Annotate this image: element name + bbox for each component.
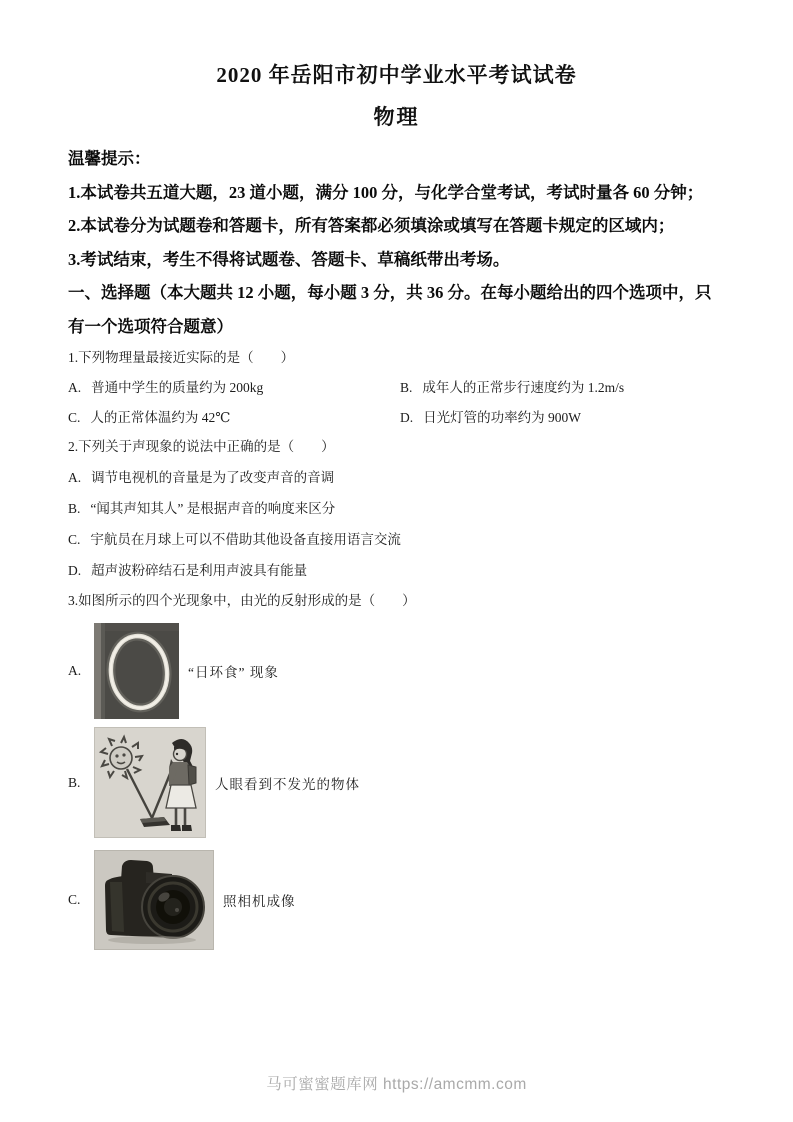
- notice-block: [68, 142, 725, 276]
- option-label: D.: [68, 563, 82, 578]
- option-row: [68, 493, 725, 524]
- question-2: [68, 432, 725, 586]
- figure-caption: 人眼看到不发光的物体: [215, 776, 360, 792]
- option-label: D.: [400, 409, 414, 425]
- figure-caption: “日环食” 现象: [188, 665, 279, 680]
- option-text: “闻其声知其人” 是根据声音的响度来区分: [90, 501, 336, 516]
- option-text: 超声波粉碎结石是利用声波具有能量: [91, 563, 308, 578]
- option-label: B.: [68, 774, 81, 790]
- notice-item-3: 3.考试结束，考生不得将试题卷、答题卡、草稿纸带出考场。: [68, 249, 510, 269]
- option-row: [68, 555, 725, 586]
- option-text: 成年人的正常步行速度约为 1.2m/s: [422, 380, 625, 395]
- notice-item-1: 1.本试卷共五道大题，23 道小题，满分 100 分，与化学合堂考试，考试时量各 60 分钟；: [68, 182, 704, 202]
- option-label: C.: [68, 892, 81, 907]
- option-row: [400, 403, 725, 433]
- question-1: [68, 343, 725, 432]
- option-label: C.: [68, 409, 81, 425]
- option-label: A.: [68, 470, 82, 485]
- question-1-options: [68, 373, 725, 432]
- question-2-options: [68, 462, 725, 586]
- option-label: A.: [68, 380, 82, 395]
- question-3-option-b: [68, 727, 725, 838]
- camera-image: [94, 850, 214, 950]
- sun-reflection-girl-image: [94, 727, 206, 838]
- question-3-stem: 3.如图所示的四个光现象中，由光的反射形成的是（ ）: [68, 593, 416, 608]
- option-text: 调节电视机的音量是为了改变声音的音调: [91, 470, 335, 485]
- question-2-stem: 2.下列关于声现象的说法中正确的是（ ）: [68, 439, 335, 454]
- option-row: [68, 403, 400, 433]
- option-label: B.: [400, 380, 413, 395]
- notice-heading: 温馨提示：: [68, 149, 151, 168]
- option-row: [68, 524, 725, 555]
- option-text: 人的正常体温约为 42℃: [90, 409, 231, 425]
- question-1-stem: 1.下列物理量最接近实际的是（ ）: [68, 350, 295, 365]
- option-text: 日光灯管的功率约为 900W: [423, 409, 581, 425]
- question-3: [68, 586, 725, 950]
- notice-item-2: 2.本试卷分为试题卷和答题卡，所有答案都必须填涂或填写在答题卡规定的区域内；: [68, 216, 675, 235]
- option-text: 宇航员在月球上可以不借助其他设备直接用语言交流: [90, 532, 401, 547]
- section-1-heading: 一、选择题（本大题共 12 小题，每小题 3 分，共 36 分。在每小题给出的四个选项中，只有一个选项符合题意）: [68, 283, 712, 336]
- figure-caption: 照相机成像: [223, 894, 296, 909]
- option-row: [68, 373, 400, 403]
- option-label: A.: [68, 663, 82, 678]
- option-row: [400, 373, 725, 403]
- option-row: [68, 462, 725, 493]
- page-subtitle: 物理: [373, 105, 420, 129]
- option-label: C.: [68, 532, 81, 547]
- annular-eclipse-image: [94, 623, 179, 719]
- footer-watermark: 马可蜜蜜题库网 https://amcmm.com: [266, 1076, 527, 1093]
- option-label: B.: [68, 501, 81, 516]
- question-3-option-c: [68, 850, 725, 950]
- question-3-option-a: [68, 623, 725, 719]
- option-text: 普通中学生的质量约为 200kg: [91, 380, 264, 395]
- page-title: 2020 年岳阳市初中学业水平考试试卷: [216, 63, 577, 87]
